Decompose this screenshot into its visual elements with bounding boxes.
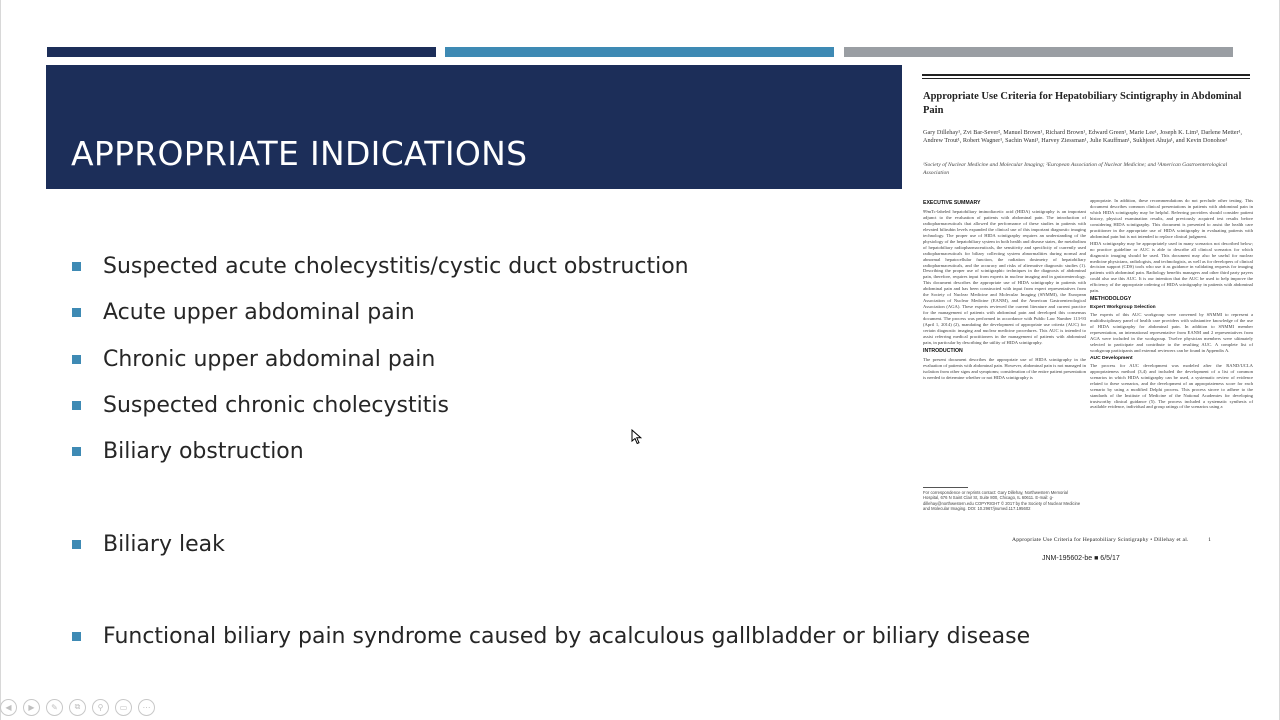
bullet-text: Biliary obstruction bbox=[103, 439, 304, 464]
bullet-item bbox=[72, 439, 304, 464]
paper-top-rule-thin bbox=[922, 78, 1250, 79]
introduction-text: The present document describes the appropriate use of HIDA scintigraphy in the evaluation of patients with abdominal pain. However, abdominal pain is not managed in isolation from other signs and symptoms; consideration of the entire patient presentation is needed to determine whether or not HIDA scintigraphy is bbox=[923, 356, 1086, 380]
pen-icon[interactable]: ✎ bbox=[46, 699, 63, 716]
title-bar bbox=[46, 65, 902, 189]
paper-top-rule bbox=[922, 74, 1250, 76]
running-head-text: Appropriate Use Criteria for Hepatobiliary Scintigraphy • Dillehay et al. bbox=[1012, 537, 1189, 543]
paper-thumbnail bbox=[912, 66, 1258, 566]
mouse-cursor-icon bbox=[631, 429, 643, 445]
jnm-line: JNM-195602-be ■ 6/5/17 bbox=[1042, 555, 1120, 562]
auc-development-text: The process for AUC development was modeled after the RAND/UCLA appropriateness method (3,4) and included the development of a list of common scenarios in which HIDA scintigraphy can be used, a systematic review of evidence related to these scenarios, and the development of an appropriateness score for each scenario by using a modified Delphi process. This process strove to adhere to the standards of the Institute of Medicine of the National Academies for developing trustworthy clinical guidance (5). The process included a systematic synthesis of available evidence, individual and group ratings of the scenarios using a bbox=[1090, 362, 1253, 410]
slide-title: APPROPRIATE INDICATIONS bbox=[71, 133, 528, 173]
bullet-item bbox=[72, 347, 435, 372]
bullet-text: Suspected chronic cholecystitis bbox=[103, 393, 449, 418]
bullet-item bbox=[72, 254, 689, 279]
header-stripe-blue bbox=[445, 47, 834, 57]
presentation-controls bbox=[0, 698, 155, 716]
auc-development-heading: AUC Development bbox=[1090, 355, 1133, 361]
bullet-marker bbox=[72, 540, 81, 549]
slide-left-edge bbox=[0, 0, 1, 720]
bullet-text: Functional biliary pain syndrome caused by acalculous gallbladder or biliary disease bbox=[103, 624, 1031, 649]
paper-footnote: For correspondence or reprints contact: Gary Dillehay, Northwestern Memorial Hospital, 676 N Saint Clair St, Suite 800, Chicago, IL 60611. E-mail: g-dillehay@northwestern.edu COPYRIGHT © 2017 by the Society of Nuclear Medicine and Molecular Imaging. DOI: 10.2967/jnumed.117.195602 bbox=[923, 490, 1081, 511]
expert-workgroup-heading: Expert Workgroup Selection bbox=[1090, 305, 1156, 311]
bullet-text: Biliary leak bbox=[103, 532, 225, 557]
bullet-item bbox=[72, 624, 1030, 649]
bullet-marker bbox=[72, 632, 81, 641]
zoom-icon[interactable]: ⚲ bbox=[92, 699, 109, 716]
slides-overview-icon[interactable]: ⧉ bbox=[69, 699, 86, 716]
bullet-marker bbox=[72, 355, 81, 364]
paper-right-column bbox=[1090, 198, 1253, 411]
bullet-marker bbox=[72, 401, 81, 410]
exec-summary-heading: EXECUTIVE SUMMARY bbox=[923, 200, 981, 206]
paper-title: Appropriate Use Criteria for Hepatobiliary Scintigraphy in Abdominal Pain bbox=[923, 91, 1242, 116]
bullet-marker bbox=[72, 262, 81, 271]
paper-affiliations: ¹Society of Nuclear Medicine and Molecular Imaging; ²European Association of Nuclear Medicine; and ³American Gastroenterological Association bbox=[923, 162, 1228, 176]
paper-authors: Gary Dillehay¹, Zvi Bar-Sever², Manuel Brown¹, Richard Brown¹, Edward Green¹, Marie Lee¹, Joseph K. Lim³, Darlene Metter¹, Andrew Trout¹, Robert Wagner¹, Sachin Wani³, Harvey Ziessman¹, Julie Kauffman¹, Sukhjeet Ahuja¹, and Kevin Donohoe¹ bbox=[923, 129, 1243, 145]
right-text-1: appropriate. In addition, these recommendations do not preclude other testing. This document describes common clinical presentations in patients with abdominal pain in which HIDA scintigraphy may be helpful. Referring providers should consider patient history, physical examination results, and previously acquired test results before considering HIDA scintigraphy. This document is presented to assist the health care practitioner in the appropriate use of HIDA scintigraphy in evaluating patients with abdominal pain but is not intended to replace clinical judgment. bbox=[1090, 198, 1253, 239]
header-stripe-navy bbox=[47, 47, 436, 57]
page-number: 1 bbox=[1208, 537, 1212, 543]
bullet-item bbox=[72, 532, 225, 557]
right-text-2: HIDA scintigraphy may be appropriately used in many scenarios not described below; no practice guideline or AUC is able to describe all clinical scenarios for which diagnostic imaging should be used. This document may also be useful for nuclear medicine physicians, radiologists, and technologists, as well as for developers of clinical decision support (CDS) tools who use it as guidance in validating requests for imaging patients with abdominal pain. Radiology benefits managers and other third party payers could also use this AUC. It is our intention that the AUC be used to help improve the efficiency of the appropriate ordering of HIDA scintigraphy in patients with abdominal pain. bbox=[1090, 240, 1253, 294]
previous-slide-icon[interactable]: ◀ bbox=[0, 699, 17, 716]
expert-workgroup-text: The experts of this AUC workgroup were convened by SNMMI to represent a multidisciplinary panel of health care providers with substantive knowledge of the use of HIDA scintigraphy for abdominal pain. In addition to SNMMI member representation, an international representative from EANM and 2 representatives from AGA were included in the workgroup. Twelve physician members were ultimately selected to participate and contribute to the resulting AUC. A complete list of workgroup participants and external reviewers can be found in Appendix A. bbox=[1090, 312, 1253, 353]
bullet-text: Acute upper abdominal pain bbox=[103, 300, 415, 325]
next-slide-icon[interactable]: ▶ bbox=[23, 699, 40, 716]
bullet-marker bbox=[72, 447, 81, 456]
footnote-rule bbox=[923, 487, 968, 488]
bullet-marker bbox=[72, 308, 81, 317]
bullet-item bbox=[72, 393, 449, 418]
bullet-item bbox=[72, 300, 415, 325]
header-stripe-gray bbox=[844, 47, 1233, 57]
bullet-text: Suspected acute cholecystitis/cystic duct obstruction bbox=[103, 254, 689, 279]
paper-left-column bbox=[923, 198, 1086, 382]
more-options-icon[interactable]: ⋯ bbox=[138, 699, 155, 716]
bullet-text: Chronic upper abdominal pain bbox=[103, 347, 436, 372]
introduction-heading: INTRODUCTION bbox=[923, 347, 963, 354]
running-head bbox=[1012, 537, 1252, 543]
exec-summary-text: 99mTc-labeled hepatobiliary iminodiacetic acid (HIDA) scintigraphy is an important adjunct to the evaluation of patients with abdominal pain. The introduction of radiopharmaceuticals that allowed the performance of these studies in patients with elevated bilirubin levels expanded the clinical use of this important diagnostic imaging technology. The proper use of HIDA scintigraphy requires an understanding of the physiology of the hepatobiliary system in both health and disease states, the metabolism of hepatobiliary radiopharmaceuticals, the sensitivity and specificity of currently used radiopharmaceuticals for biliary collecting system abnormalities during normal and abnormal hepatocellular function, the radiation dosimetry of hepatobiliary radiopharmaceuticals, and the accuracy and risks of alternative diagnostic studies (1). Describing the proper use of scintigraphic techniques in the diagnosis of abdominal pain, therefore, requires input from experts in nuclear imaging and in gastroenterology. This document describes the appropriate use of HIDA scintigraphy in patients with abdominal pain and has been constructed with input from expert representatives from the Society of Nuclear Medicine and Molecular Imaging (SNMMI), the European Association of Nuclear Medicine (EANM), and the American Gastroenterological Association (AGA). These experts reviewed the current literature and current practice for the management of patients with abdominal pain and developed this consensus document. The process was performed in accordance with Public Law Number 113-93 (April 1, 2014) (2), mandating the development of appropriate use criteria (AUC) for certain diagnostic imaging and nuclear medicine procedures. This AUC is intended to assist referring medical practitioners in the management of patients with abdominal pain, in particular by describing the utility of HIDA scintigraphy. bbox=[923, 208, 1086, 345]
methodology-heading: METHODOLOGY bbox=[1090, 296, 1132, 303]
subtitles-icon[interactable]: ▭ bbox=[115, 699, 132, 716]
